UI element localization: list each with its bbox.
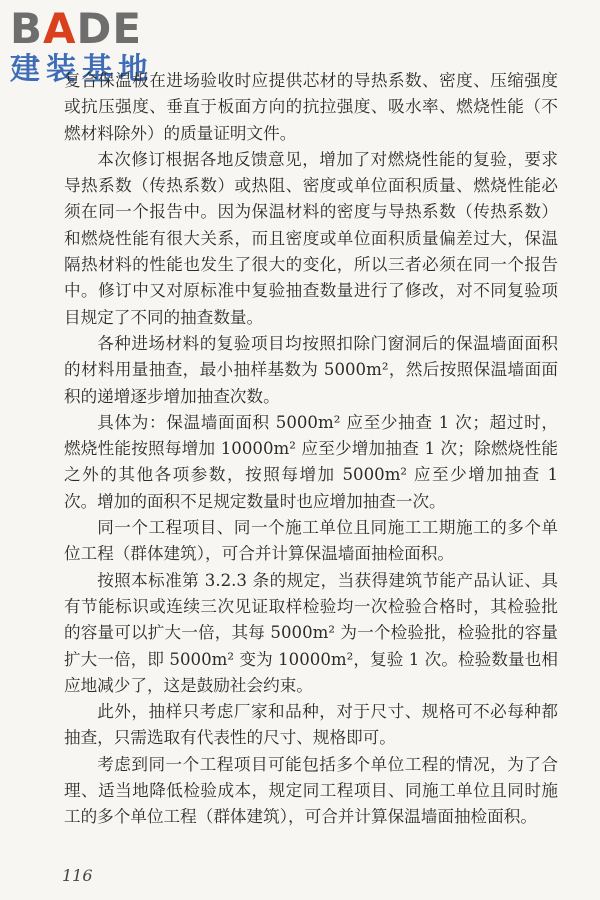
paragraph-1: 复合保温板在进场验收时应提供芯材的导热系数、密度、压缩强度或抗压强度、垂直于板面方向的抗拉强度、吸水率、燃烧性能（不燃材料除外）的质量证明文件。 bbox=[64, 71, 558, 143]
logo-wordmark bbox=[10, 4, 180, 54]
paragraph-7: 此外，抽样只考虑厂家和品种，对于尺寸、规格可不必每种都抽查，只需选取有代表性的尺寸、规格即可。 bbox=[64, 702, 558, 748]
logo-letter-a: A bbox=[43, 4, 77, 53]
paragraph-2: 本次修订根据各地反馈意见，增加了对燃烧性能的复验，要求导热系数（传热系数）或热阻、密度或单位面积质量、燃烧性能必须在同一个报告中。因为保温材料的密度与导热系数（传热系数）和燃烧性能有很大关系，而且密度或单位面积质量偏差过大，保温隔热材料的性能也发生了很大的变化，所以三者必须在同一个报告中。修订中又对原标准中复验抽查数量进行了修改，对不同复验项目规定了不同的抽查数量。 bbox=[64, 149, 558, 327]
paragraph-3: 各种进场材料的复验项目均按照扣除门窗洞后的保温墙面面积的材料用量抽查，最小抽样基数为 5000m²，然后按照保温墙面面积的递增逐步增加抽查次数。 bbox=[64, 333, 558, 406]
paragraph-5: 同一个工程项目、同一个施工单位且同施工工期施工的多个单位工程（群体建筑），可合并计算保温墙面抽检面积。 bbox=[64, 518, 558, 564]
logo-subtitle: 建装基地 bbox=[10, 52, 154, 87]
page-number: 116 bbox=[62, 866, 93, 885]
paragraph-8: 考虑到同一个工程项目可能包括多个单位工程的情况，为了合理、适当地降低检验成本，规定同工程项目、同施工单位且同时施工的多个单位工程（群体建筑），可合并计算保温墙面抽检面积。 bbox=[64, 754, 558, 827]
paragraph-6: 按照本标准第 3.2.3 条的规定，当获得建筑节能产品认证、具有节能标识或连续三次见证取样检验均一次检验合格时，其检验批的容量可以扩大一倍，其每 5000m² 为一个检验批，检验批的容量扩大一倍，即 5000m² 变为 10000m²，复验 1 次。检验数量也相应地减少了，这是鼓励社会约束。 bbox=[64, 570, 558, 695]
paragraph-4: 具体为：保温墙面面积 5000m² 应至少抽查 1 次；超过时，燃烧性能按照每增加 10000m² 应至少增加抽查 1 次；除燃烧性能之外的其他各项参数，按照每增加 5000m² 应至少增加抽查 1 次。增加的面积不足规定数量时也应增加抽查一次。 bbox=[64, 412, 558, 511]
logo-letter-b: B bbox=[10, 4, 44, 53]
logo-letters-de: DE bbox=[76, 4, 143, 53]
body-text bbox=[64, 68, 558, 831]
